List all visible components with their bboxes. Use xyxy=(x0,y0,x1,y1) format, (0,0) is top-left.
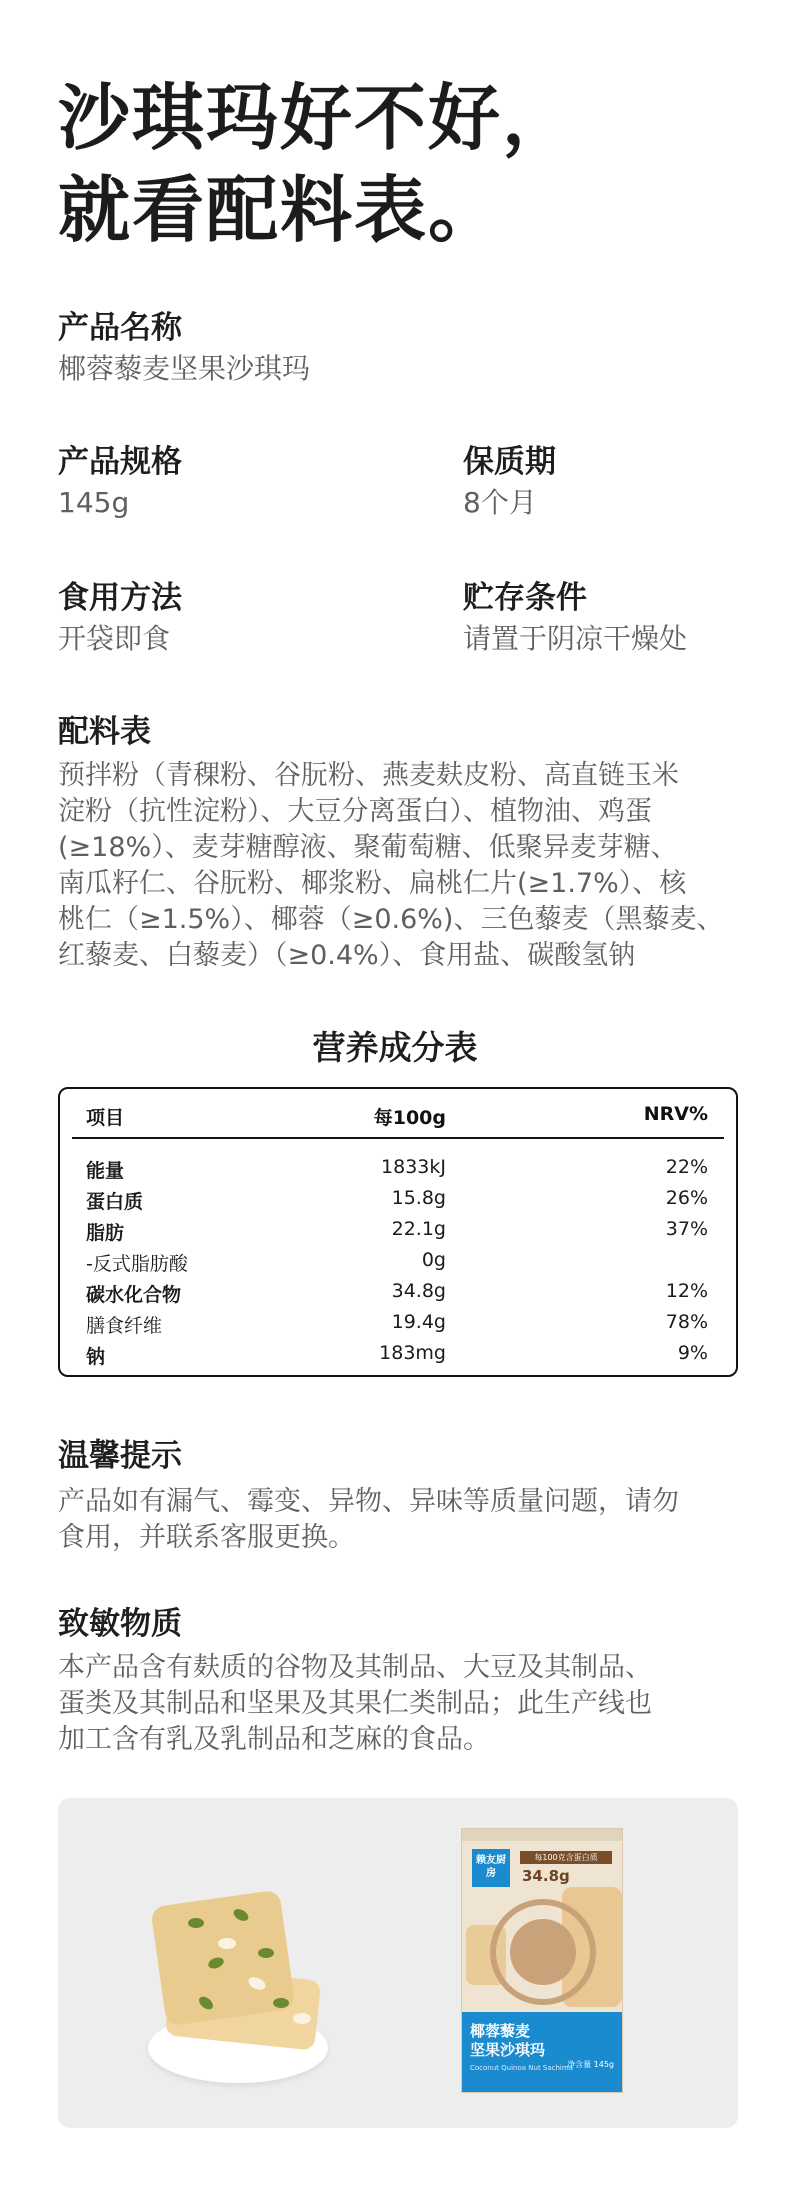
tips-line: 产品如有漏气、霉变、异物、异味等质量问题，请勿 xyxy=(58,1486,679,1517)
row-item: 钠 xyxy=(86,1346,106,1368)
spec-value: 145g xyxy=(58,486,130,519)
row-amount: 34.8g xyxy=(391,1280,446,1302)
usage-value: 开袋即食 xyxy=(58,622,171,655)
ingredients-block xyxy=(58,712,748,974)
row-nrv: 37% xyxy=(665,1218,708,1240)
ingredients-line: 预拌粉（青稞粉、谷朊粉、燕麦麸皮粉、高直链玉米 xyxy=(58,760,679,791)
table-row xyxy=(60,1187,736,1218)
headline-line-2: 就看配料表。 xyxy=(58,168,503,252)
spec-label: 产品规格 xyxy=(58,444,182,480)
shelf-life-block xyxy=(463,442,556,522)
row-amount: 19.4g xyxy=(391,1311,446,1333)
ingredients-line: 桃仁（≥1.5%）、椰蓉（≥0.6%)、三色藜麦（黑藜麦、 xyxy=(58,904,724,935)
usage-block xyxy=(58,578,182,658)
product-name-block xyxy=(58,308,310,388)
row-item: 碳水化合物 xyxy=(86,1284,182,1306)
ingredients-label: 配料表 xyxy=(58,714,151,750)
package-name-line: 坚果沙琪玛 xyxy=(470,2041,546,2059)
seal-icon xyxy=(490,1899,596,2005)
tips-block xyxy=(58,1436,748,1556)
package-english-name: Coconut Quinoa Nut Sachima xyxy=(470,2064,573,2072)
nutrition-rows xyxy=(60,1156,736,1373)
row-nrv: 78% xyxy=(665,1311,708,1333)
package-weight: 净含量 145g xyxy=(567,2060,614,2069)
product-package-image xyxy=(461,1828,623,2093)
table-row xyxy=(60,1280,736,1311)
header-item: 项目 xyxy=(86,1107,125,1129)
shelf-life-value: 8个月 xyxy=(463,486,537,519)
storage-label: 贮存条件 xyxy=(463,580,587,616)
row-amount: 1833kJ xyxy=(381,1156,446,1178)
row-nrv: 12% xyxy=(665,1280,708,1302)
ingredients-line: 南瓜籽仁、谷朊粉、椰浆粉、扁桃仁片(≥1.7%）、核 xyxy=(58,868,687,899)
pumpkin-seed-decor xyxy=(258,1948,274,1958)
protein-tag: 每100克含蛋白质 xyxy=(520,1851,612,1864)
package-label-band xyxy=(462,2012,622,2092)
table-row xyxy=(60,1249,736,1280)
ingredients-line: 淀粉（抗性淀粉）、大豆分离蛋白）、植物油、鸡蛋 xyxy=(58,796,652,827)
row-amount: 0g xyxy=(421,1249,446,1271)
header-divider xyxy=(72,1137,724,1139)
headline-line-1: 沙琪玛好不好， xyxy=(58,76,577,160)
product-photo xyxy=(58,1798,738,2128)
allergens-line: 本产品含有麸质的谷物及其制品、大豆及其制品、 xyxy=(58,1652,652,1683)
ingredients-text xyxy=(58,758,748,974)
pumpkin-seed-decor xyxy=(273,1998,289,2008)
ingredients-line: (≥18%）、麦芽糖醇液、聚葡萄糖、低聚异麦芽糖、 xyxy=(58,832,678,863)
storage-block xyxy=(463,578,687,658)
row-item: 能量 xyxy=(86,1160,125,1182)
package-name-line: 椰蓉藜麦 xyxy=(470,2022,531,2040)
row-item: 膳食纤维 xyxy=(86,1315,163,1337)
tips-text xyxy=(58,1484,748,1556)
row-item: 蛋白质 xyxy=(86,1191,144,1213)
allergens-text xyxy=(58,1650,748,1758)
storage-value: 请置于阴凉干燥处 xyxy=(463,622,688,655)
seal-inner xyxy=(510,1919,576,1985)
spec-block xyxy=(58,442,182,522)
tips-label: 温馨提示 xyxy=(58,1438,182,1474)
row-item: 脂肪 xyxy=(86,1222,125,1244)
package-product-name xyxy=(470,2022,545,2060)
table-row xyxy=(60,1218,736,1249)
nutrition-table xyxy=(58,1087,738,1377)
allergens-line: 蛋类及其制品和坚果及其果仁类制品；此生产线也 xyxy=(58,1688,652,1719)
product-name-value: 椰蓉藜麦坚果沙琪玛 xyxy=(58,352,311,385)
table-row xyxy=(60,1342,736,1373)
brand-logo: 赖友厨房 xyxy=(472,1849,510,1887)
row-nrv: 9% xyxy=(677,1342,708,1364)
row-amount: 22.1g xyxy=(391,1218,446,1240)
almond-slice-decor xyxy=(293,2013,311,2024)
allergens-line: 加工含有乳及乳制品和芝麻的食品。 xyxy=(58,1724,490,1755)
tips-line: 食用，并联系客服更换。 xyxy=(58,1522,355,1553)
nutrition-title: 营养成分表 xyxy=(312,1028,478,1067)
shelf-life-label: 保质期 xyxy=(463,444,556,480)
almond-slice-decor xyxy=(218,1938,236,1949)
row-nrv: 22% xyxy=(665,1156,708,1178)
nutrition-header-row xyxy=(60,1089,736,1141)
allergens-block xyxy=(58,1604,748,1758)
pumpkin-seed-decor xyxy=(188,1918,204,1928)
row-item: -反式脂肪酸 xyxy=(86,1253,188,1275)
header-amount: 每100g xyxy=(373,1107,446,1129)
row-amount: 183mg xyxy=(379,1342,446,1364)
row-nrv: 26% xyxy=(665,1187,708,1209)
headline xyxy=(58,72,576,256)
table-row xyxy=(60,1156,736,1187)
allergens-label: 致敏物质 xyxy=(58,1606,182,1642)
protein-value: 34.8g xyxy=(522,1867,570,1885)
ingredients-line: 红藜麦、白藜麦）（≥0.4%）、食用盐、碳酸氢钠 xyxy=(58,940,636,971)
row-amount: 15.8g xyxy=(391,1187,446,1209)
header-nrv: NRV% xyxy=(643,1103,708,1125)
product-name-label: 产品名称 xyxy=(58,310,182,346)
package-top xyxy=(462,1829,622,1841)
usage-label: 食用方法 xyxy=(58,580,182,616)
table-row xyxy=(60,1311,736,1342)
